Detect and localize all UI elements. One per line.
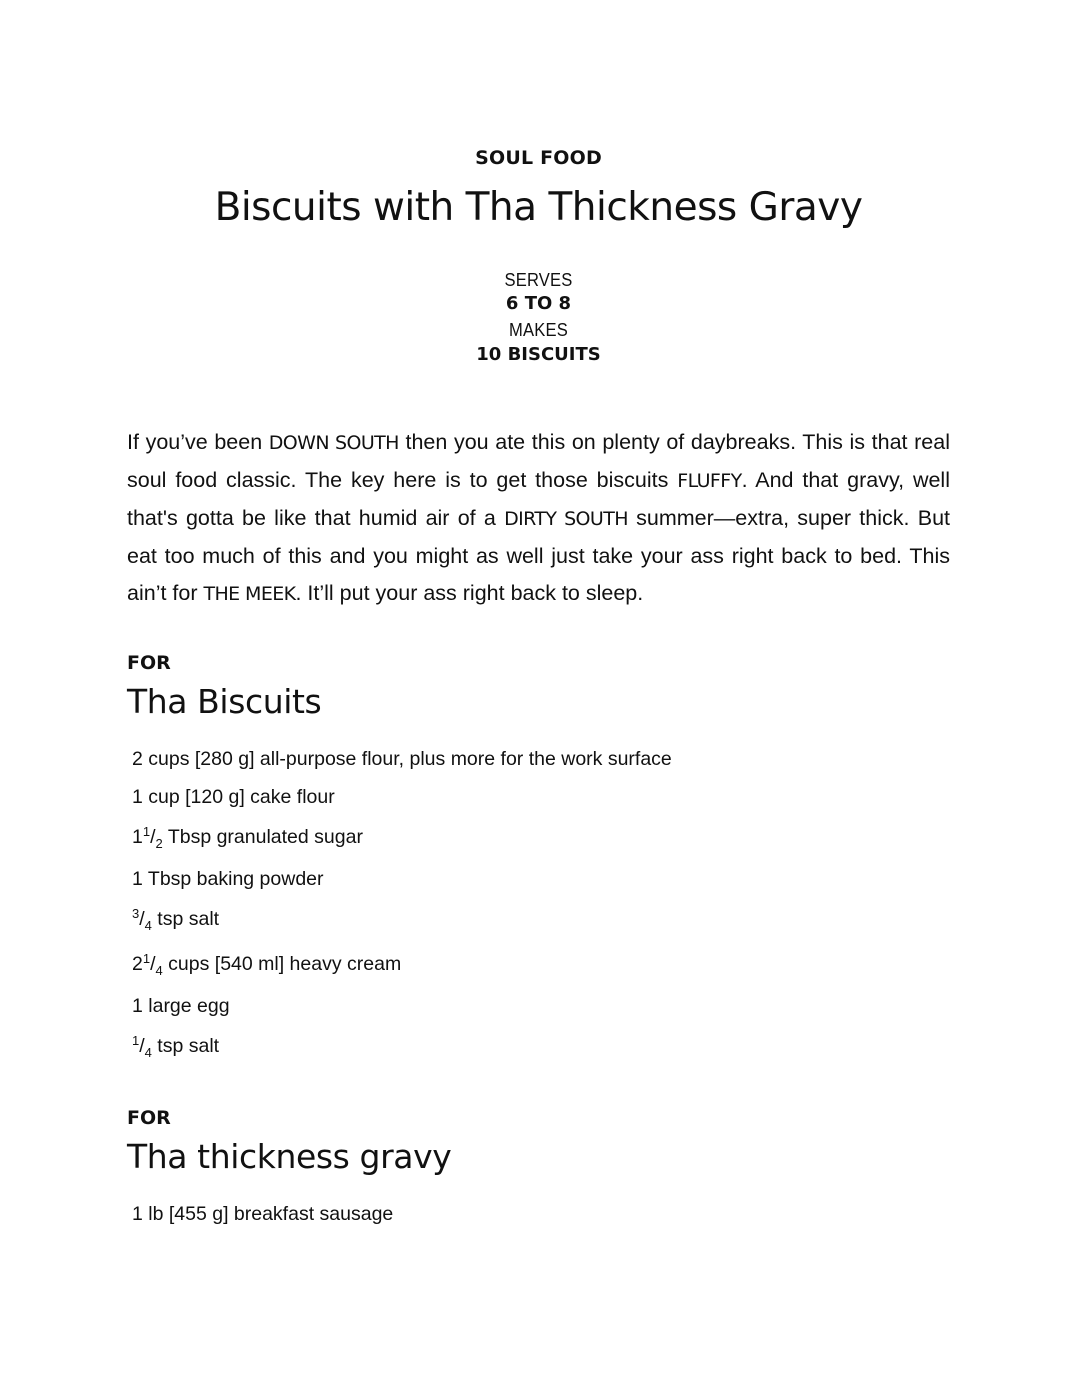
intro-paragraph	[127, 424, 950, 613]
ingredient-item: 1 cup [120 g] cake flour	[132, 786, 335, 808]
makes-value: 10 BISCUITS	[476, 344, 601, 365]
fraction-slash: /	[150, 826, 156, 848]
fraction-denominator: 4	[144, 918, 152, 933]
intro-caps-phrase: THE MEEK	[203, 583, 296, 605]
intro-caps-phrase: DIRTY SOUTH	[504, 508, 628, 530]
fraction-numerator: 1	[132, 1033, 140, 1048]
fraction-numerator: 1	[142, 824, 151, 839]
fraction-numerator: 1	[142, 951, 151, 966]
fraction-slash: /	[139, 1035, 145, 1057]
recipe-title: Biscuits with Tha Thickness Gravy	[214, 185, 863, 230]
ingredient-rest: tsp salt	[151, 908, 220, 930]
recipe-category: SOUL FOOD	[475, 147, 602, 169]
fraction-denominator: 4	[155, 963, 163, 978]
section-label: FOR	[127, 1107, 171, 1129]
fraction-slash: /	[150, 953, 156, 975]
ingredient-item: 1 large egg	[132, 995, 230, 1017]
ingredient-item	[132, 908, 219, 931]
fraction-slash: /	[139, 908, 145, 930]
intro-caps-phrase: DOWN SOUTH	[268, 432, 399, 454]
ingredient-rest: cups [540 ml] heavy cream	[162, 953, 402, 975]
intro-text: . It’ll put your ass right back to sleep.	[295, 581, 644, 605]
section-label: FOR	[127, 652, 171, 674]
section-title-gravy: Tha thickness gravy	[127, 1137, 452, 1176]
ingredient-item	[132, 1035, 219, 1058]
ingredient-item	[132, 826, 363, 849]
intro-text: If you’ve been	[127, 430, 269, 454]
fraction-denominator: 4	[144, 1045, 152, 1060]
intro-caps-phrase: FLUFFY	[677, 470, 742, 492]
ingredient-item	[132, 953, 401, 976]
ingredient-item: 2 cups [280 g] all-purpose flour, plus more for the work surface	[132, 748, 672, 770]
ingredient-rest: tsp salt	[151, 1035, 220, 1057]
intro-text: . And that gravy, well that's gotta be like that humid air of a	[127, 468, 950, 530]
serves-label: SERVES	[504, 270, 573, 290]
fraction-denominator: 2	[155, 836, 163, 851]
section-title-biscuits: Tha Biscuits	[127, 682, 322, 721]
ingredient-whole: 1	[132, 826, 143, 848]
intro-text: summer—extra, super thick. But eat too much of this and you might as well just take your ass right back to bed. This ain’t for	[127, 506, 951, 605]
serves-value: 6 TO 8	[505, 293, 572, 314]
ingredient-whole: 2	[132, 953, 143, 975]
ingredient-item: 1 Tbsp baking powder	[132, 868, 324, 890]
intro-text: then you ate this on plenty of daybreaks. This is that real soul food classic. The key here is to get those biscuits	[127, 430, 950, 492]
fraction-numerator: 3	[132, 906, 140, 921]
ingredient-item: 1 lb [455 g] breakfast sausage	[132, 1203, 394, 1225]
ingredient-rest: Tbsp granulated sugar	[162, 826, 363, 848]
makes-label: MAKES	[509, 320, 568, 340]
